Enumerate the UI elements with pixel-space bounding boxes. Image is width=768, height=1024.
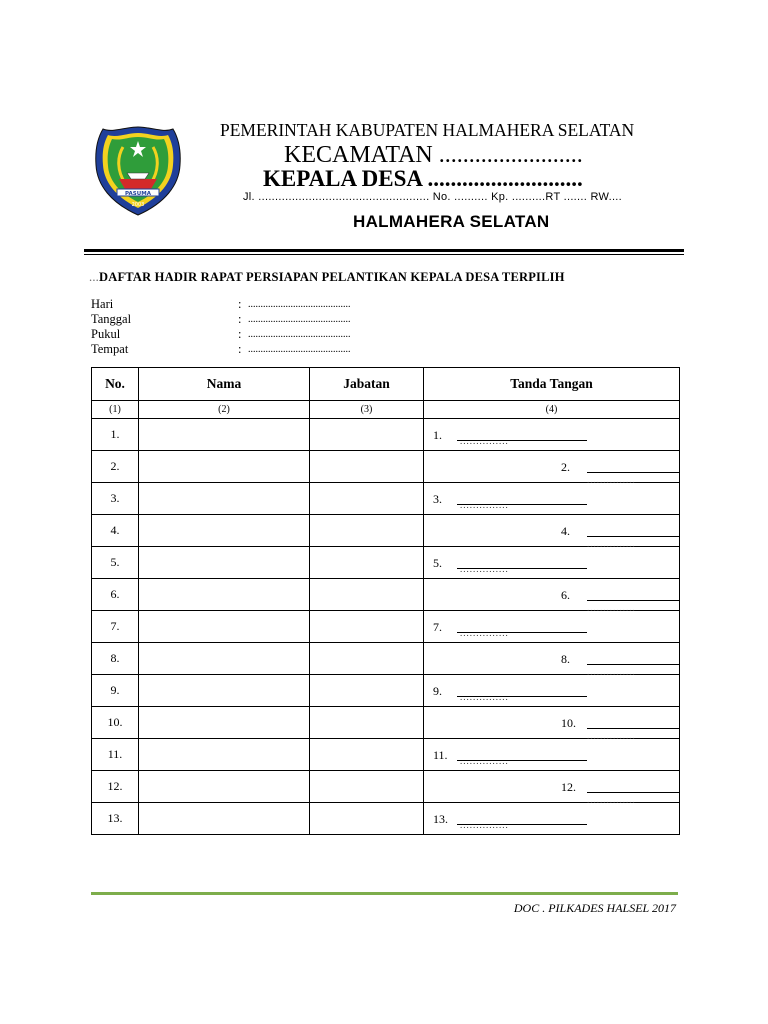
- jabatan-cell[interactable]: [310, 739, 424, 771]
- jabatan-cell[interactable]: [310, 707, 424, 739]
- signature-cell[interactable]: [424, 739, 680, 771]
- jabatan-cell[interactable]: [310, 547, 424, 579]
- signature-area: [424, 579, 679, 613]
- signature-cell[interactable]: [424, 579, 680, 611]
- info-label: Hari: [91, 297, 114, 311]
- signature-line: [587, 472, 680, 473]
- signature-cell[interactable]: [424, 771, 680, 803]
- nama-cell[interactable]: [139, 515, 310, 547]
- row-number: 7.: [92, 611, 139, 643]
- signature-cell[interactable]: [424, 643, 680, 675]
- title-text: DAFTAR HADIR RAPAT PERSIAPAN PELANTIKAN KEPALA DESA TERPILIH: [98, 270, 565, 284]
- signature-dots: ...............: [587, 603, 636, 613]
- info-value[interactable]: .........................................: [248, 314, 351, 325]
- info-row-pukul: [91, 327, 351, 342]
- signature-dots: ...............: [587, 731, 636, 741]
- jabatan-cell[interactable]: [310, 579, 424, 611]
- table-row: [92, 803, 680, 835]
- jabatan-cell[interactable]: [310, 643, 424, 675]
- signature-number: 11.: [433, 748, 448, 762]
- signature-dots: ...............: [587, 475, 636, 485]
- signature-cell[interactable]: [424, 515, 680, 547]
- title-prefix: ...: [89, 270, 99, 284]
- government-heading: PEMERINTAH KABUPATEN HALMAHERA SELATAN: [220, 120, 635, 140]
- signature-number: 12.: [561, 780, 576, 794]
- header-nama: Nama: [139, 368, 310, 401]
- table-row: [92, 707, 680, 739]
- nama-cell[interactable]: [139, 675, 310, 707]
- column-number: (4): [424, 401, 680, 419]
- nama-cell[interactable]: [139, 803, 310, 835]
- table-row: [92, 515, 680, 547]
- signature-area: [424, 739, 679, 770]
- row-number: 2.: [92, 451, 139, 483]
- header-tanda-tangan: Tanda Tangan: [424, 368, 680, 401]
- signature-number: 13.: [433, 812, 448, 826]
- info-label: Pukul: [91, 327, 121, 341]
- logo-year: 2003: [131, 202, 145, 208]
- column-number: (3): [310, 401, 424, 419]
- signature-number: 5.: [433, 556, 442, 570]
- info-label: Tempat: [91, 342, 129, 356]
- kecamatan-heading: KECAMATAN ........................: [284, 142, 583, 168]
- header-rule-thick: [84, 249, 684, 252]
- signature-area: [424, 419, 679, 450]
- signature-area: [424, 675, 679, 706]
- kepala-desa-heading: KEPALA DESA ...........................: [263, 166, 583, 191]
- jabatan-cell[interactable]: [310, 419, 424, 451]
- nama-cell[interactable]: [139, 611, 310, 643]
- info-row-hari: [91, 297, 351, 312]
- table-row: [92, 483, 680, 515]
- nama-cell[interactable]: [139, 579, 310, 611]
- signature-area: [424, 515, 679, 549]
- row-number: 5.: [92, 547, 139, 579]
- row-number: 8.: [92, 643, 139, 675]
- signature-number: 6.: [561, 588, 570, 602]
- info-label: Tanggal: [91, 312, 132, 326]
- signature-cell[interactable]: [424, 547, 680, 579]
- signature-line: [587, 728, 680, 729]
- info-row-tanggal: [91, 312, 351, 327]
- signature-area: [424, 803, 679, 834]
- signature-cell[interactable]: [424, 803, 680, 835]
- info-value[interactable]: .........................................: [248, 344, 351, 355]
- signature-dots: ...............: [587, 539, 636, 549]
- header-no: No.: [92, 368, 139, 401]
- table-row: [92, 643, 680, 675]
- signature-cell[interactable]: [424, 451, 680, 483]
- nama-cell[interactable]: [139, 643, 310, 675]
- signature-number: 10.: [561, 716, 576, 730]
- row-number: 10.: [92, 707, 139, 739]
- table-header-row: [92, 368, 680, 401]
- logo-text: PASUMA: [125, 191, 151, 197]
- attendance-table: [91, 367, 680, 835]
- nama-cell[interactable]: [139, 547, 310, 579]
- nama-cell[interactable]: [139, 483, 310, 515]
- signature-line: [587, 600, 680, 601]
- signature-line: [587, 792, 680, 793]
- signature-area: [424, 483, 679, 514]
- meeting-info: [91, 297, 351, 357]
- signature-cell[interactable]: [424, 419, 680, 451]
- signature-dots: ...............: [460, 628, 509, 638]
- signature-cell[interactable]: [424, 707, 680, 739]
- jabatan-cell[interactable]: [310, 675, 424, 707]
- jabatan-cell[interactable]: [310, 483, 424, 515]
- row-number: 11.: [92, 739, 139, 771]
- jabatan-cell[interactable]: [310, 803, 424, 835]
- row-number: 4.: [92, 515, 139, 547]
- signature-cell[interactable]: [424, 675, 680, 707]
- signature-number: 4.: [561, 524, 570, 538]
- column-number: (2): [139, 401, 310, 419]
- row-number: 3.: [92, 483, 139, 515]
- signature-area: [424, 643, 679, 677]
- row-number: 1.: [92, 419, 139, 451]
- row-number: 12.: [92, 771, 139, 803]
- info-colon: :: [238, 312, 242, 326]
- signature-dots: ...............: [587, 667, 636, 677]
- address-line: Jl. ................................................... No. .......... Kp. ..........RT ....... RW....: [243, 191, 623, 203]
- nama-cell[interactable]: [139, 451, 310, 483]
- row-number: 6.: [92, 579, 139, 611]
- document-title: [89, 270, 565, 285]
- region-heading: HALMAHERA SELATAN: [353, 212, 550, 231]
- signature-dots: ...............: [460, 820, 509, 830]
- signature-line: [587, 664, 680, 665]
- table-row: [92, 547, 680, 579]
- signature-dots: ...............: [460, 692, 509, 702]
- document-code: DOC . PILKADES HALSEL 2017: [513, 901, 676, 915]
- signature-area: [424, 547, 679, 578]
- signature-number: 8.: [561, 652, 570, 666]
- signature-number: 7.: [433, 620, 442, 634]
- jabatan-cell[interactable]: [310, 451, 424, 483]
- info-row-tempat: [91, 342, 351, 357]
- nama-cell[interactable]: [139, 771, 310, 803]
- signature-area: [424, 611, 679, 642]
- jabatan-cell[interactable]: [310, 771, 424, 803]
- column-number: (1): [92, 401, 139, 419]
- table-row: [92, 675, 680, 707]
- table-row: [92, 451, 680, 483]
- regency-logo: [93, 125, 183, 217]
- jabatan-cell[interactable]: [310, 515, 424, 547]
- row-number: 9.: [92, 675, 139, 707]
- info-colon: :: [238, 297, 242, 311]
- signature-number: 2.: [561, 460, 570, 474]
- signature-dots: ...............: [460, 756, 509, 766]
- signature-cell[interactable]: [424, 611, 680, 643]
- nama-cell[interactable]: [139, 707, 310, 739]
- signature-dots: ...............: [460, 436, 509, 446]
- signature-area: [424, 707, 679, 741]
- signature-cell[interactable]: [424, 483, 680, 515]
- signature-dots: ...............: [460, 564, 509, 574]
- footer-rule: [91, 892, 678, 895]
- column-number-row: [92, 401, 680, 419]
- info-colon: :: [238, 327, 242, 341]
- nama-cell[interactable]: [139, 419, 310, 451]
- info-value[interactable]: .........................................: [248, 329, 351, 340]
- signature-number: 9.: [433, 684, 442, 698]
- table-row: [92, 579, 680, 611]
- signature-area: [424, 771, 679, 805]
- info-colon: :: [238, 342, 242, 356]
- signature-line: [587, 536, 680, 537]
- signature-dots: ...............: [587, 795, 636, 805]
- table-row: [92, 739, 680, 771]
- table-row: [92, 771, 680, 803]
- signature-number: 3.: [433, 492, 442, 506]
- nama-cell[interactable]: [139, 739, 310, 771]
- signature-area: [424, 451, 679, 485]
- row-number: 13.: [92, 803, 139, 835]
- signature-dots: ...............: [460, 500, 509, 510]
- header-jabatan: Jabatan: [310, 368, 424, 401]
- jabatan-cell[interactable]: [310, 611, 424, 643]
- table-row: [92, 611, 680, 643]
- signature-number: 1.: [433, 428, 442, 442]
- table-row: [92, 419, 680, 451]
- info-value[interactable]: .........................................: [248, 299, 351, 310]
- header-rule-thin: [84, 254, 684, 255]
